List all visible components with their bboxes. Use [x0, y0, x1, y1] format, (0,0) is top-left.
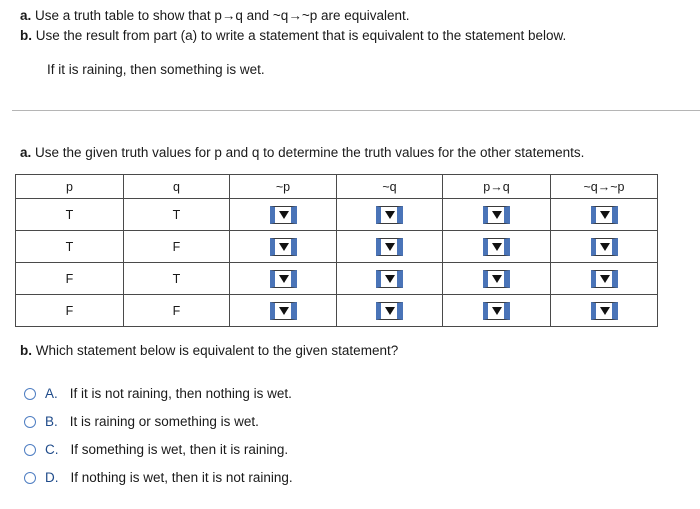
table-row — [16, 295, 658, 327]
part-b-lead: b. — [20, 28, 32, 43]
not-q-implies-not-p-dropdown[interactable] — [591, 270, 618, 288]
not-q-dropdown[interactable] — [376, 206, 403, 224]
not-p-dropdown[interactable] — [270, 206, 297, 224]
part-b-prompt — [20, 28, 566, 43]
part-a-lead: a. — [20, 8, 32, 23]
radio-button-a[interactable] — [24, 388, 36, 400]
option-text: It is raining or something is wet. — [69, 414, 259, 429]
radio-button-c[interactable] — [24, 444, 36, 456]
not-q-implies-not-p-dropdown[interactable] — [591, 206, 618, 224]
p-implies-q-dropdown[interactable] — [483, 270, 510, 288]
header-p: p — [16, 175, 124, 199]
option-letter: A. — [45, 386, 58, 401]
truth-table — [15, 174, 658, 327]
cell-q: F — [124, 295, 230, 327]
option-letter: B. — [45, 414, 58, 429]
not-q-implies-not-p-dropdown[interactable] — [591, 302, 618, 320]
table-row — [16, 199, 658, 231]
section-divider — [12, 110, 700, 111]
header-not-p: ~p — [230, 175, 337, 199]
not-p-dropdown[interactable] — [270, 238, 297, 256]
cell-p: T — [16, 199, 124, 231]
part-a-instruction-line — [20, 145, 584, 160]
not-p-dropdown[interactable] — [270, 302, 297, 320]
part-a-prompt — [20, 8, 410, 23]
cell-q: T — [124, 263, 230, 295]
table-row — [16, 231, 658, 263]
radio-button-b[interactable] — [24, 416, 36, 428]
header-not-q-implies-not-p: ~q→~p — [551, 175, 658, 199]
cell-q: T — [124, 199, 230, 231]
header-not-q: ~q — [337, 175, 443, 199]
cell-p: F — [16, 295, 124, 327]
part-a-text: Use a truth table to show that p→q and ~q→~p are equivalent. — [35, 8, 410, 23]
option-text: If it is not raining, then nothing is wet. — [69, 386, 292, 401]
option-d[interactable] — [24, 470, 293, 485]
option-letter: C. — [45, 442, 59, 457]
header-q: q — [124, 175, 230, 199]
not-q-dropdown[interactable] — [376, 270, 403, 288]
not-p-dropdown[interactable] — [270, 270, 297, 288]
radio-button-d[interactable] — [24, 472, 36, 484]
option-text: If nothing is wet, then it is not raining. — [70, 470, 293, 485]
option-a[interactable] — [24, 386, 292, 401]
option-text: If something is wet, then it is raining. — [70, 442, 289, 457]
part-b-text: Use the result from part (a) to write a statement that is equivalent to the statement below. — [35, 28, 567, 43]
p-implies-q-dropdown[interactable] — [483, 238, 510, 256]
part-a-instruction: Use the given truth values for p and q to determine the truth values for the other statements. — [35, 145, 585, 160]
option-c[interactable] — [24, 442, 288, 457]
part-b-question: Which statement below is equivalent to the given statement? — [35, 343, 399, 358]
not-q-dropdown[interactable] — [376, 238, 403, 256]
table-row — [16, 263, 658, 295]
not-q-dropdown[interactable] — [376, 302, 403, 320]
option-b[interactable] — [24, 414, 259, 429]
part-b-section-lead: b. — [20, 343, 32, 358]
p-implies-q-dropdown[interactable] — [483, 206, 510, 224]
option-letter: D. — [45, 470, 59, 485]
header-p-implies-q: p→q — [443, 175, 551, 199]
given-statement: If it is raining, then something is wet. — [47, 62, 265, 77]
cell-p: T — [16, 231, 124, 263]
cell-p: F — [16, 263, 124, 295]
truth-table-header — [16, 175, 658, 199]
p-implies-q-dropdown[interactable] — [483, 302, 510, 320]
part-b-question-line — [20, 343, 398, 358]
not-q-implies-not-p-dropdown[interactable] — [591, 238, 618, 256]
part-a-section-lead: a. — [20, 145, 32, 160]
cell-q: F — [124, 231, 230, 263]
